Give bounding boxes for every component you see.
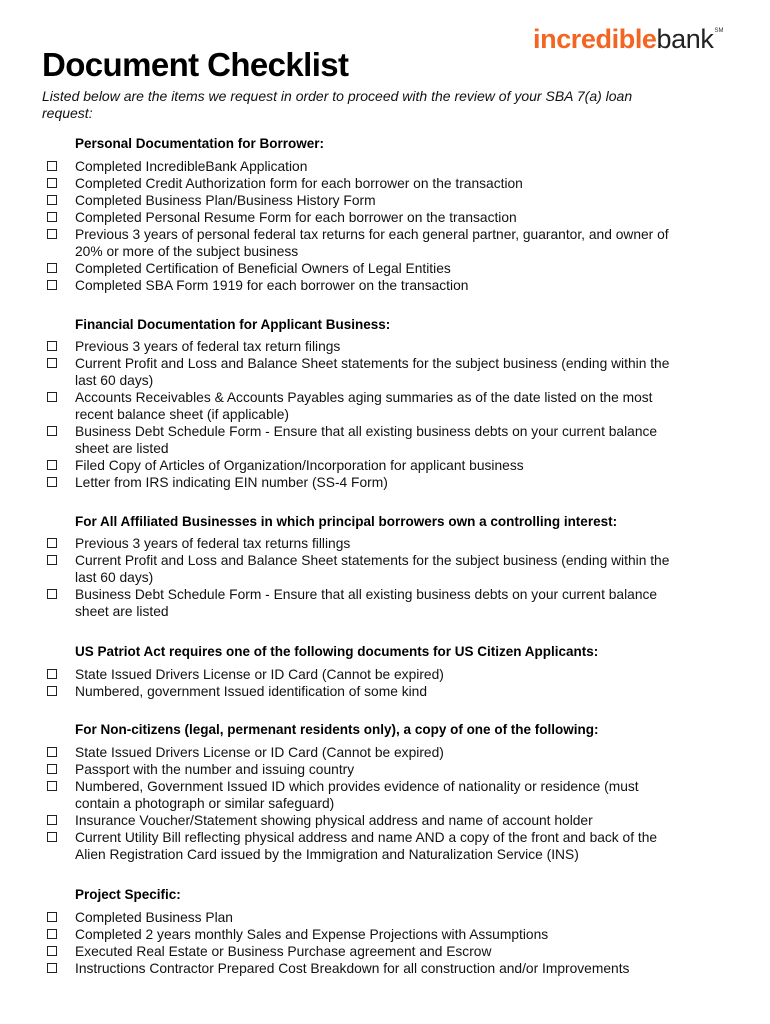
checklist-item-text: Completed Business Plan [75,910,233,925]
checkbox[interactable] [47,195,57,205]
checkbox[interactable] [47,963,57,973]
checkbox[interactable] [47,686,57,696]
checkbox[interactable] [47,341,57,351]
checklist-item-text: Numbered, Government Issued ID which provides evidence of nationality or residence (must contain a photograph or similar safeguard) [75,779,639,811]
checklist-item-text: Completed IncredibleBank Application [75,159,308,174]
checklist-item-text: State Issued Drivers License or ID Card (Cannot be expired) [75,745,444,760]
checkbox[interactable] [47,929,57,939]
checklist-item-text: Previous 3 years of federal tax returns fillings [75,536,351,551]
checklist-item-text: Current Profit and Loss and Balance Sheet statements for the subject business (ending within the last 60 days) [75,553,670,585]
checklist-item-text: Business Debt Schedule Form - Ensure that all existing business debts on your current balance sheet are listed [75,424,658,456]
checklist-item-text: Accounts Receivables & Accounts Payables aging summaries as of the date listed on the most recent balance sheet (if applicable) [75,390,653,422]
checkbox[interactable] [47,912,57,922]
checkbox[interactable] [47,555,57,565]
checkbox[interactable] [47,477,57,487]
checklist-item-text: Instructions Contractor Prepared Cost Breakdown for all construction and/or Improvements [75,961,630,976]
checkbox[interactable] [47,263,57,273]
page-title: Document Checklist [42,46,349,83]
section-heading-personal: Personal Documentation for Borrower: [75,136,325,151]
checklist-item-text: Passport with the number and issuing country [75,762,355,777]
checklist-item-text: Business Debt Schedule Form - Ensure that all existing business debts on your current balance sheet are listed [75,587,658,619]
checklist-item-text: Letter from IRS indicating EIN number (SS-4 Form) [75,475,388,490]
checklist-item-text: Completed Business Plan/Business History Form [75,193,376,208]
checkbox[interactable] [47,832,57,842]
intro-text: Listed below are the items we request in order to proceed with the review of your SBA 7(a) loan request: [42,88,633,121]
section-heading-financial: Financial Documentation for Applicant Business: [75,317,391,332]
checklist-item-text: Completed Credit Authorization form for each borrower on the transaction [75,176,523,191]
checkbox[interactable] [47,229,57,239]
checkbox[interactable] [47,747,57,757]
checkbox[interactable] [47,538,57,548]
checklist-item-text: Current Utility Bill reflecting physical address and name AND a copy of the front and back of the Alien Registration Card issued by the Immigration and Naturalization Service (INS) [75,830,658,862]
incrediblebank-logo [533,26,724,53]
checklist-item-text: Previous 3 years of personal federal tax returns for each general partner, guarantor, and owner of 20% or more of the subject business [75,227,669,259]
checklist-item-text: Executed Real Estate or Business Purchase agreement and Escrow [75,944,492,959]
logo-incredible-text: incredible [533,24,657,54]
section-heading-affiliated: For All Affiliated Businesses in which principal borrowers own a controlling interest: [75,514,618,529]
checkbox[interactable] [47,426,57,436]
checklist-item-text: Insurance Voucher/Statement showing physical address and name of account holder [75,813,593,828]
checklist-item-text: Numbered, government Issued identification of some kind [75,684,428,699]
checkbox[interactable] [47,946,57,956]
checklist-item-text: Completed Personal Resume Form for each borrower on the transaction [75,210,517,225]
checkbox[interactable] [47,212,57,222]
checkbox[interactable] [47,781,57,791]
checklist-item-text: Completed SBA Form 1919 for each borrower on the transaction [75,278,469,293]
checkbox[interactable] [47,161,57,171]
section-heading-project-specific: Project Specific: [75,887,181,902]
checklist-item-text: Current Profit and Loss and Balance Sheet statements for the subject business (ending within the last 60 days) [75,356,670,388]
checkbox[interactable] [47,358,57,368]
checkbox[interactable] [47,178,57,188]
checklist-item-text: Completed Certification of Beneficial Owners of Legal Entities [75,261,451,276]
checkbox[interactable] [47,460,57,470]
checklist-item-text: Previous 3 years of federal tax return filings [75,339,341,354]
logo-service-mark: SM [714,28,724,34]
checkbox[interactable] [47,280,57,290]
section-heading-patriot-act: US Patriot Act requires one of the following documents for US Citizen Applicants: [75,644,599,659]
section-heading-non-citizens: For Non-citizens (legal, permenant residents only), a copy of one of the following: [75,722,599,737]
checkbox[interactable] [47,764,57,774]
checkbox[interactable] [47,815,57,825]
checklist-item-text: State Issued Drivers License or ID Card (Cannot be expired) [75,667,444,682]
checklist-item-text: Completed 2 years monthly Sales and Expense Projections with Assumptions [75,927,549,942]
checklist-item-text: Filed Copy of Articles of Organization/Incorporation for applicant business [75,458,524,473]
checkbox[interactable] [47,589,57,599]
checkbox[interactable] [47,669,57,679]
checkbox[interactable] [47,392,57,402]
logo-bank-text: bank [656,24,714,54]
